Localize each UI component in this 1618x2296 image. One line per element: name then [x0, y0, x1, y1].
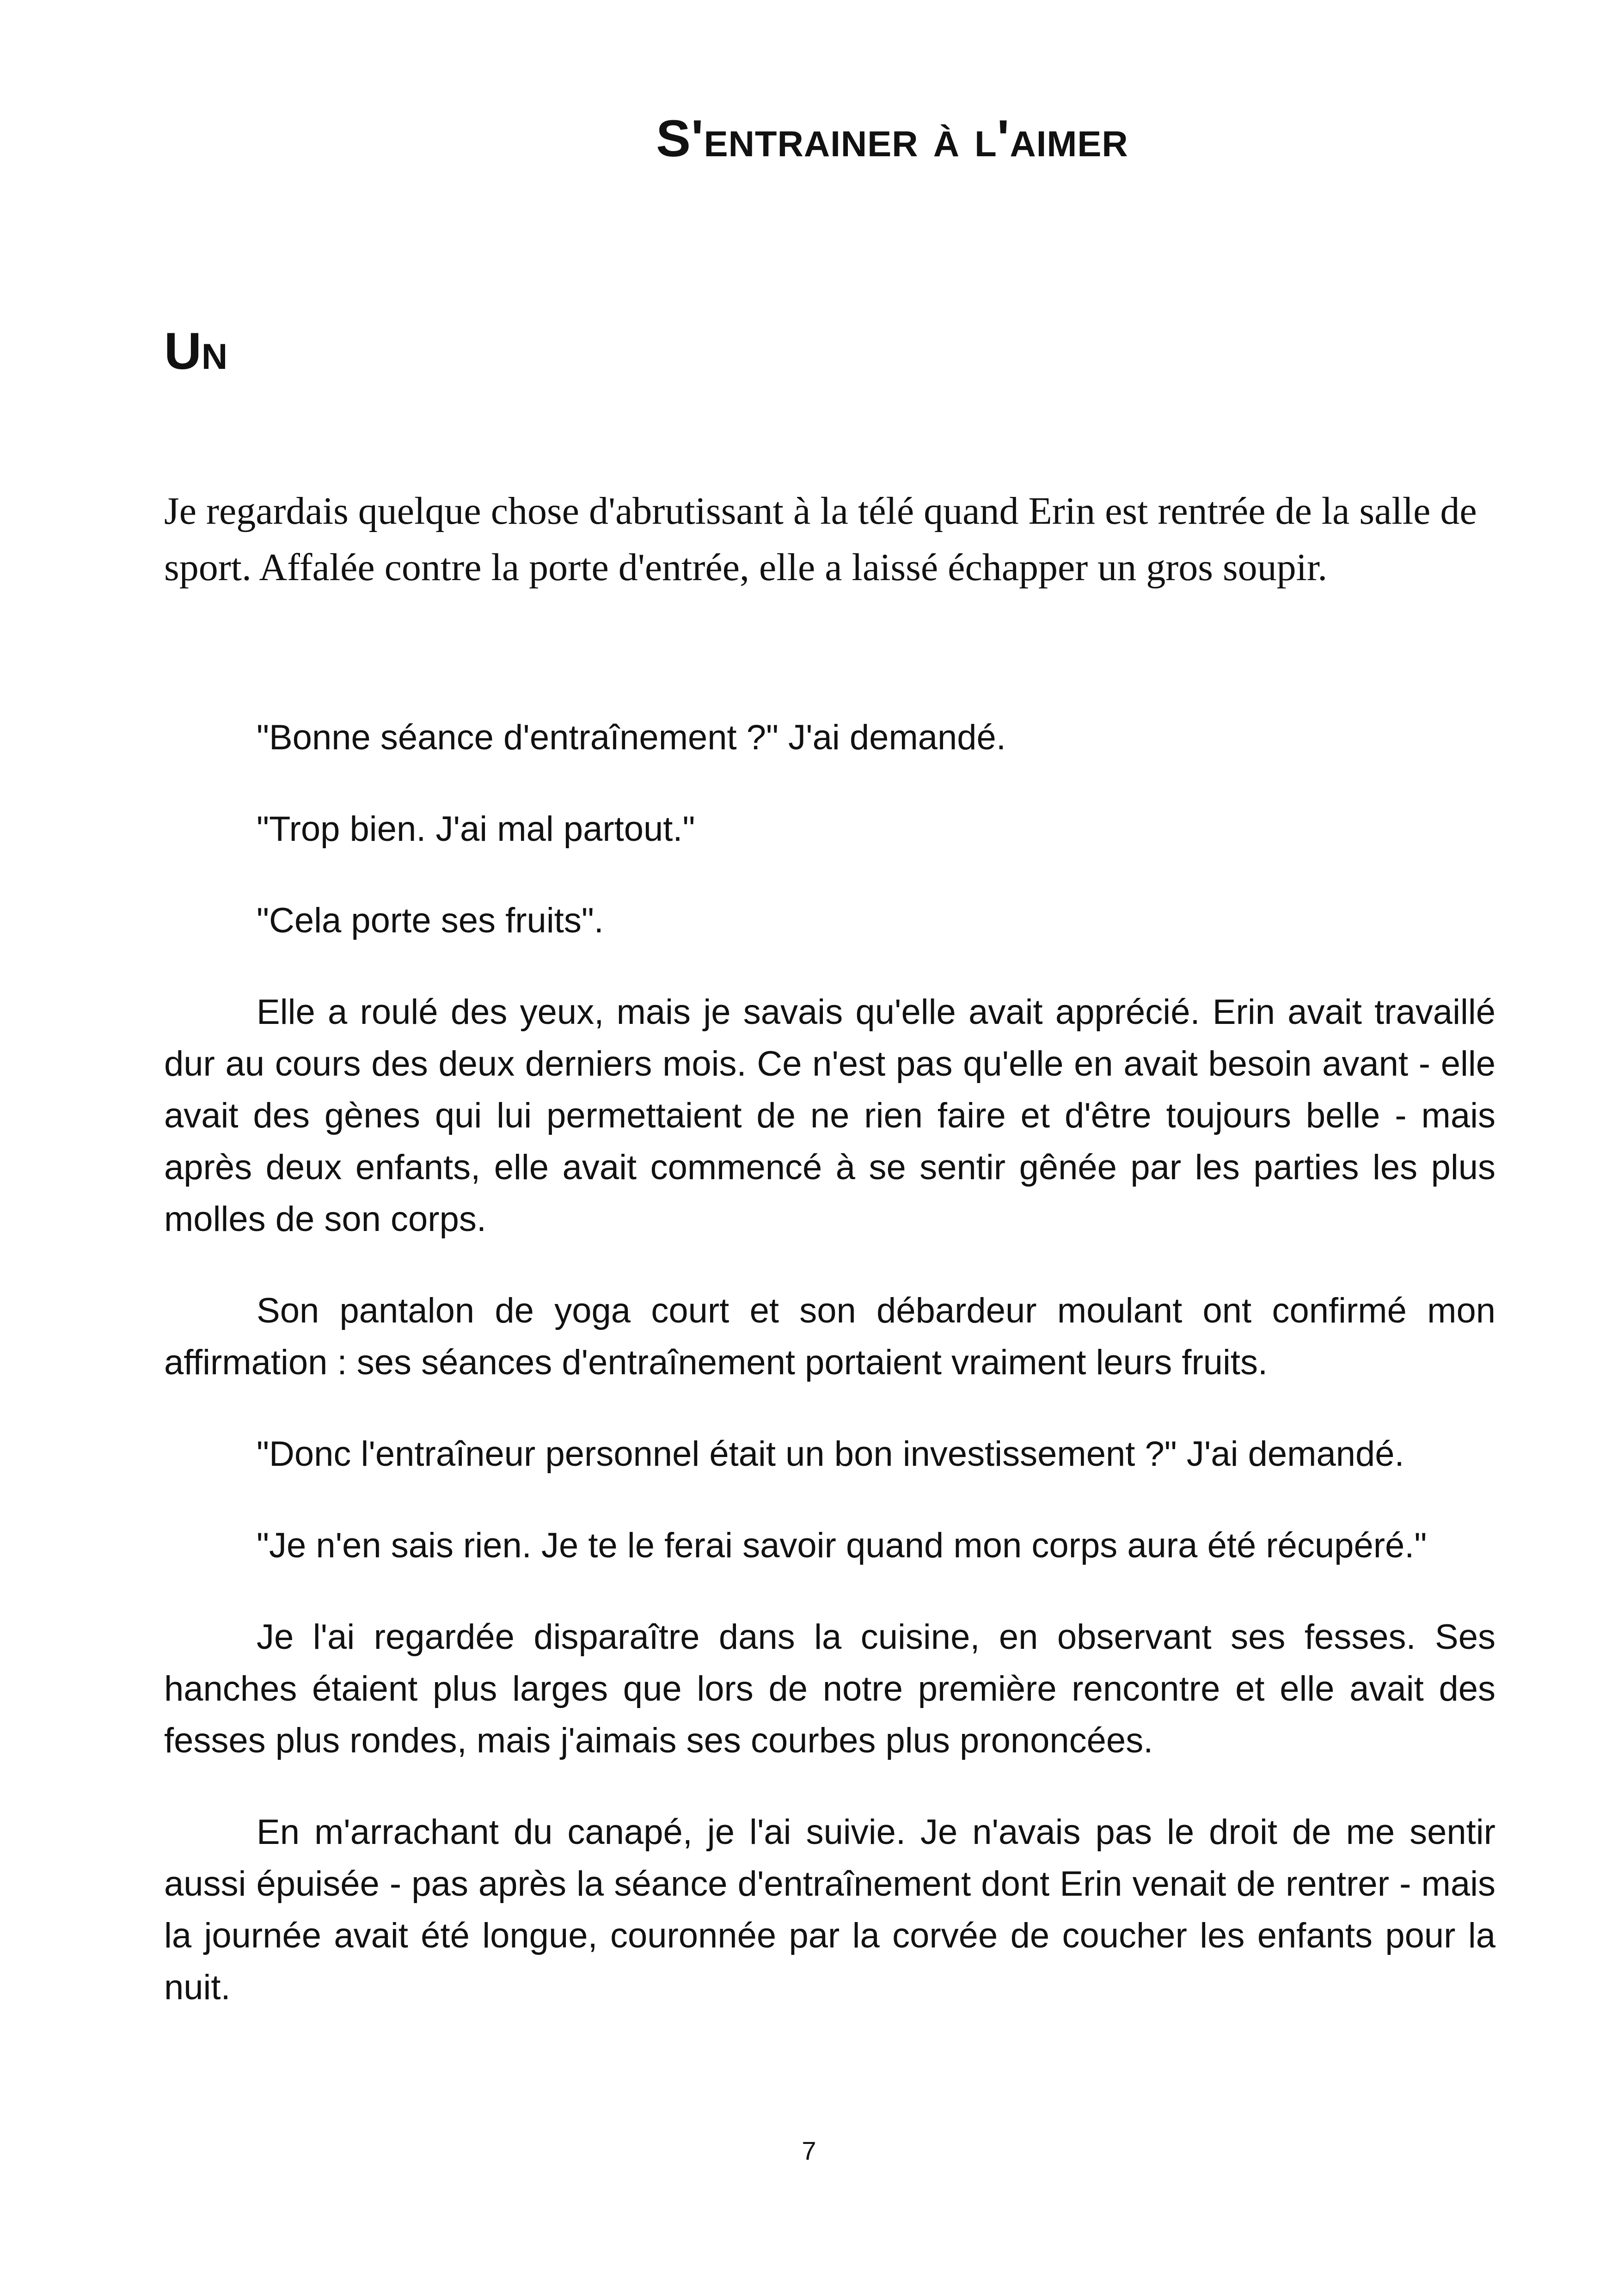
paragraph-9: En m'arrachant du canapé, je l'ai suivie. Je n'avais pas le droit de me sentir aussi épuisée - pas après la séance d'entraînement dont Erin venait de rentrer - mais la journée avait été longue, couronnée par la corvée de coucher les enfants pour la nuit.	[164, 1812, 1495, 2007]
book-title: S'entrainer à l'aimer	[656, 110, 1128, 167]
body-text	[164, 712, 1495, 2053]
paragraph-4: Elle a roulé des yeux, mais je savais qu'elle avait apprécié. Erin avait travaillé dur au cours des deux derniers mois. Ce n'est pas qu'elle en avait besoin avant - elle avait des gènes qui lui permettaient de ne rien faire et d'être toujours belle - mais après deux enfants, elle avait commencé à se sentir gênée par les parties les plus molles de son corps.	[164, 992, 1495, 1239]
opening-paragraph: Je regardais quelque chose d'abrutissant à la télé quand Erin est rentrée de la salle de sport. Affalée contre la porte d'entrée, elle a laissé échapper un gros soupir.	[164, 490, 1477, 589]
paragraph-2: "Trop bien. J'ai mal partout."	[257, 809, 695, 849]
paragraph-8: Je l'ai regardée disparaître dans la cuisine, en observant ses fesses. Ses hanches étaient plus larges que lors de notre première rencontre et elle avait des fesses plus rondes, mais j'aimais ses courbes plus prononcées.	[164, 1617, 1495, 1760]
paragraph-6: "Donc l'entraîneur personnel était un bon investissement ?" J'ai demandé.	[257, 1434, 1404, 1474]
paragraph-3: "Cela porte ses fruits".	[257, 901, 604, 940]
paragraph-1: "Bonne séance d'entraînement ?" J'ai demandé.	[257, 718, 1006, 757]
page-number: 7	[802, 2136, 816, 2165]
chapter-title: Un	[164, 322, 228, 380]
paragraph-5: Son pantalon de yoga court et son débardeur moulant ont confirmé mon affirmation : ses séances d'entraînement portaient vraiment leurs fruits.	[164, 1291, 1495, 1382]
paragraph-7: "Je n'en sais rien. Je te le ferai savoir quand mon corps aura été récupéré."	[257, 1526, 1427, 1565]
